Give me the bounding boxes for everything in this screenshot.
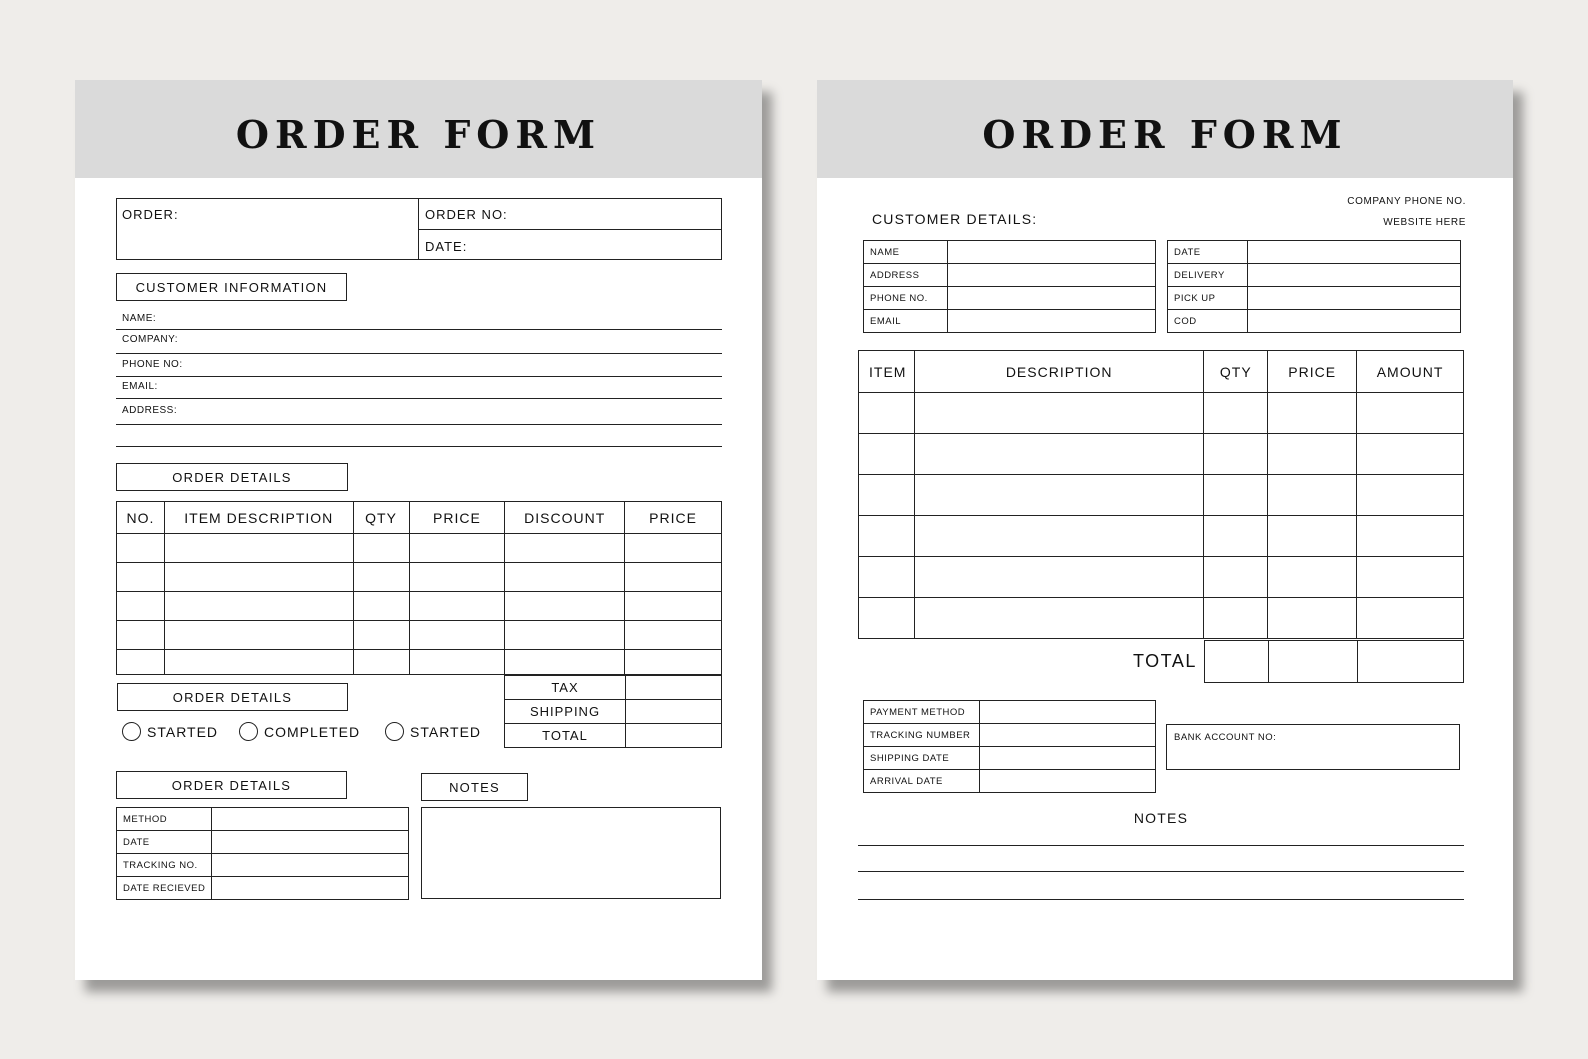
- notes-heading: NOTES: [421, 773, 528, 801]
- notes-line[interactable]: [858, 845, 1464, 846]
- date-field-delivery: DELIVERY: [1168, 264, 1248, 287]
- payment-field-shipping-date: SHIPPING DATE: [864, 747, 980, 770]
- col-header-price: PRICE: [409, 502, 505, 534]
- customer-field-email: EMAIL: [864, 310, 948, 333]
- table-row: [117, 534, 722, 563]
- customer-field-address: ADDRESS: [864, 264, 948, 287]
- shipping-label: SHIPPING: [505, 700, 626, 724]
- order-details-heading: ORDER DETAILS: [116, 463, 348, 491]
- table-row: [859, 393, 1464, 434]
- customer-field-email: EMAIL:: [122, 381, 158, 392]
- header-band: [817, 80, 1513, 178]
- status-option-label: STARTED: [147, 723, 219, 740]
- col-header-item-description: ITEM DESCRIPTION: [164, 502, 353, 534]
- order-status-heading: ORDER DETAILS: [117, 683, 348, 711]
- method-field-date: DATE: [117, 831, 212, 854]
- radio-circle-icon[interactable]: [239, 722, 258, 741]
- customer-details-table: [863, 240, 1156, 333]
- order-items-table: [116, 501, 722, 675]
- payment-field-tracking: TRACKING NUMBER: [864, 724, 980, 747]
- col-header-price: PRICE: [1268, 351, 1357, 393]
- totals-table: [504, 675, 722, 748]
- method-field-method: METHOD: [117, 808, 212, 831]
- customer-field-name: NAME: [864, 241, 948, 264]
- page-title: ORDER FORM: [982, 111, 1348, 157]
- radio-circle-icon[interactable]: [122, 722, 141, 741]
- status-option-started-2[interactable]: [385, 722, 481, 741]
- radio-circle-icon[interactable]: [385, 722, 404, 741]
- page-title: ORDER FORM: [235, 111, 602, 157]
- status-option-label: STARTED: [410, 723, 482, 740]
- status-option-label: COMPLETED: [264, 723, 361, 740]
- customer-information-heading: CUSTOMER INFORMATION: [116, 273, 347, 301]
- table-row: [859, 557, 1464, 598]
- header-band: [75, 80, 762, 178]
- customer-field-phone: PHONE NO.: [864, 287, 948, 310]
- col-header-price-total: PRICE: [625, 502, 722, 534]
- total-label: TOTAL: [505, 724, 626, 748]
- table-row: [859, 598, 1464, 639]
- status-option-completed[interactable]: [239, 722, 360, 741]
- company-website: WEBSITE HERE: [1383, 217, 1466, 228]
- customer-field-company: COMPANY:: [122, 334, 179, 345]
- items-table: [858, 350, 1464, 639]
- company-phone: COMPANY PHONE NO.: [1347, 196, 1466, 207]
- order-method-heading: ORDER DETAILS: [116, 771, 347, 799]
- payment-field-method: PAYMENT METHOD: [864, 701, 980, 724]
- order-label: ORDER:: [122, 207, 179, 222]
- order-info-box: [116, 198, 722, 260]
- col-header-discount: DISCOUNT: [505, 502, 625, 534]
- table-row: [859, 475, 1464, 516]
- table-row: [859, 434, 1464, 475]
- method-field-tracking: TRACKING NO.: [117, 854, 212, 877]
- col-header-item: ITEM: [859, 351, 915, 393]
- bank-account-box[interactable]: [1166, 724, 1460, 770]
- status-option-started[interactable]: [122, 722, 218, 741]
- bank-account-label: BANK ACCOUNT NO:: [1174, 732, 1277, 743]
- method-field-date-received: DATE RECIEVED: [117, 877, 212, 900]
- customer-details-heading: CUSTOMER DETAILS:: [872, 211, 1038, 227]
- customer-field-name: NAME:: [122, 313, 157, 324]
- col-header-description: DESCRIPTION: [914, 351, 1203, 393]
- table-row: [117, 650, 722, 675]
- table-row: [117, 563, 722, 592]
- col-header-qty: QTY: [1204, 351, 1268, 393]
- tax-label: TAX: [505, 676, 626, 700]
- order-no-label: ORDER NO:: [425, 207, 508, 222]
- col-header-amount: AMOUNT: [1357, 351, 1464, 393]
- notes-heading: NOTES: [1133, 810, 1189, 826]
- date-field-pickup: PICK UP: [1168, 287, 1248, 310]
- table-row: [859, 516, 1464, 557]
- customer-field-phone: PHONE NO:: [122, 359, 183, 370]
- payment-field-arrival-date: ARRIVAL DATE: [864, 770, 980, 793]
- total-table: [1204, 640, 1464, 683]
- order-form-page-left: [75, 80, 762, 980]
- col-header-no: NO.: [117, 502, 165, 534]
- date-details-table: [1167, 240, 1461, 333]
- col-header-qty: QTY: [353, 502, 409, 534]
- notes-line[interactable]: [858, 871, 1464, 872]
- customer-field-address: ADDRESS:: [122, 405, 178, 416]
- table-row: [117, 621, 722, 650]
- date-field-date: DATE: [1168, 241, 1248, 264]
- notes-line[interactable]: [858, 899, 1464, 900]
- notes-box[interactable]: [421, 807, 721, 899]
- order-form-page-right: [817, 80, 1513, 980]
- total-label: TOTAL: [1133, 651, 1197, 671]
- payment-table: [863, 700, 1156, 793]
- date-label: DATE:: [425, 239, 468, 254]
- method-table: [116, 807, 409, 900]
- date-field-cod: COD: [1168, 310, 1248, 333]
- table-row: [117, 592, 722, 621]
